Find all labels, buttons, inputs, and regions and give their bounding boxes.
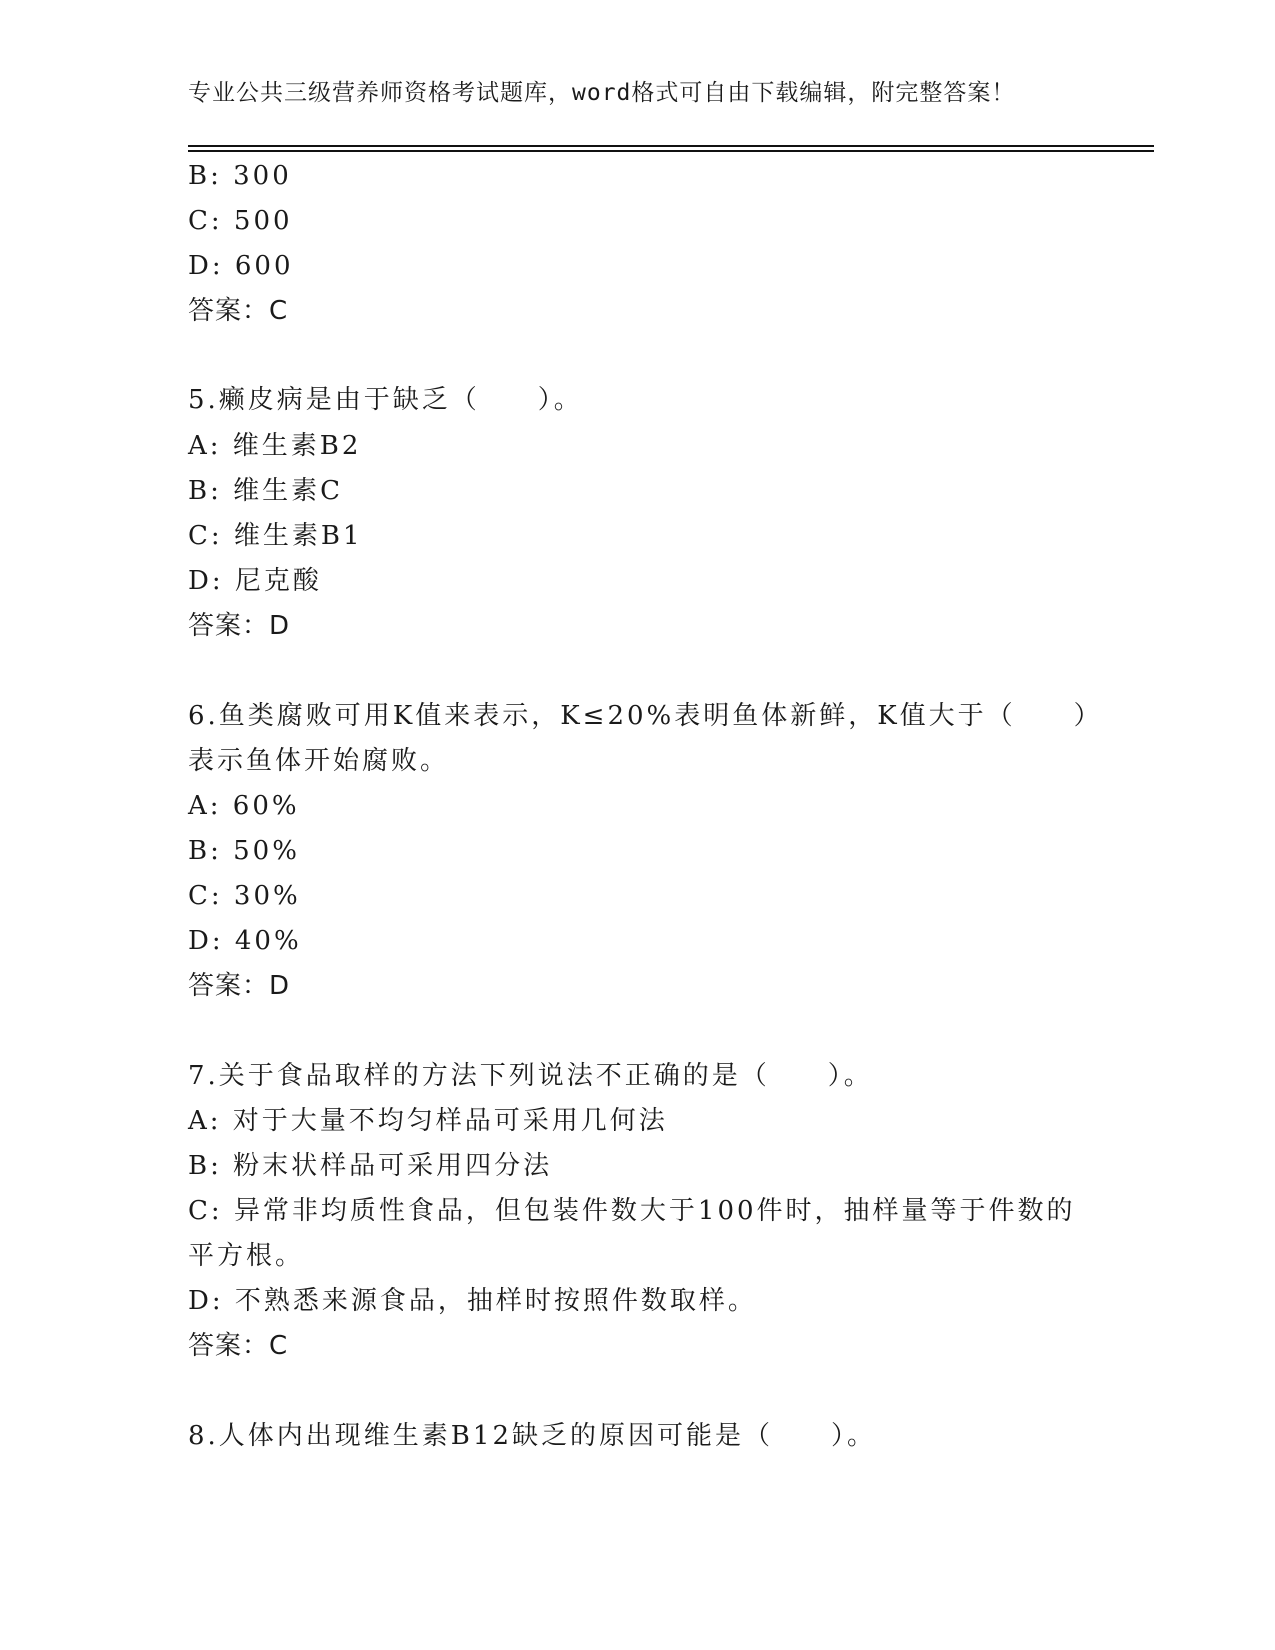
- q5-option-b: B: 维生素C: [188, 476, 344, 506]
- q6-option-b: B: 50%: [188, 836, 300, 866]
- q6-option-c: C: 30%: [188, 881, 301, 911]
- q7-option-b: B: 粉末状样品可采用四分法: [188, 1151, 553, 1181]
- q5-stem: 5.癞皮病是由于缺乏（ ）。: [188, 385, 583, 415]
- q8-stem: 8.人体内出现维生素B12缺乏的原因可能是（ ）。: [188, 1421, 876, 1451]
- q4-option-b: B: 300: [188, 161, 292, 191]
- q5-answer: 答案：D: [188, 611, 291, 641]
- page-header: 专业公共三级营养师资格考试题库，word格式可自由下载编辑，附完整答案！: [188, 80, 1016, 106]
- q5-option-a: A: 维生素B2: [188, 431, 362, 461]
- q7-answer: 答案：C: [188, 1331, 289, 1361]
- q4-option-d: D: 600: [188, 251, 294, 281]
- q4-option-c: C: 500: [188, 206, 293, 236]
- q6-stem-line1: 6.鱼类腐败可用K值来表示，K≤20%表明鱼体新鲜，K值大于（ ）: [188, 701, 1103, 731]
- header-rule-bottom: [188, 150, 1154, 152]
- q6-answer: 答案：D: [188, 971, 291, 1001]
- q7-option-c-continued: 平方根。: [188, 1241, 305, 1271]
- q5-option-d: D: 尼克酸: [188, 566, 322, 596]
- q7-stem: 7.关于食品取样的方法下列说法不正确的是（ ）。: [188, 1061, 873, 1091]
- q6-option-a: A: 60%: [188, 791, 300, 821]
- q6-option-d: D: 40%: [188, 926, 302, 956]
- q6-stem-line2: 表示鱼体开始腐败。: [188, 746, 450, 776]
- header-rule-top: [188, 145, 1154, 147]
- q4-answer: 答案：C: [188, 296, 289, 326]
- q7-option-d: D: 不熟悉来源食品，抽样时按照件数取样。: [188, 1286, 757, 1316]
- q5-option-c: C: 维生素B1: [188, 521, 363, 551]
- q7-option-c: C: 异常非均质性食品，但包装件数大于100件时，抽样量等于件数的: [188, 1196, 1076, 1226]
- q7-option-a: A: 对于大量不均匀样品可采用几何法: [188, 1106, 668, 1136]
